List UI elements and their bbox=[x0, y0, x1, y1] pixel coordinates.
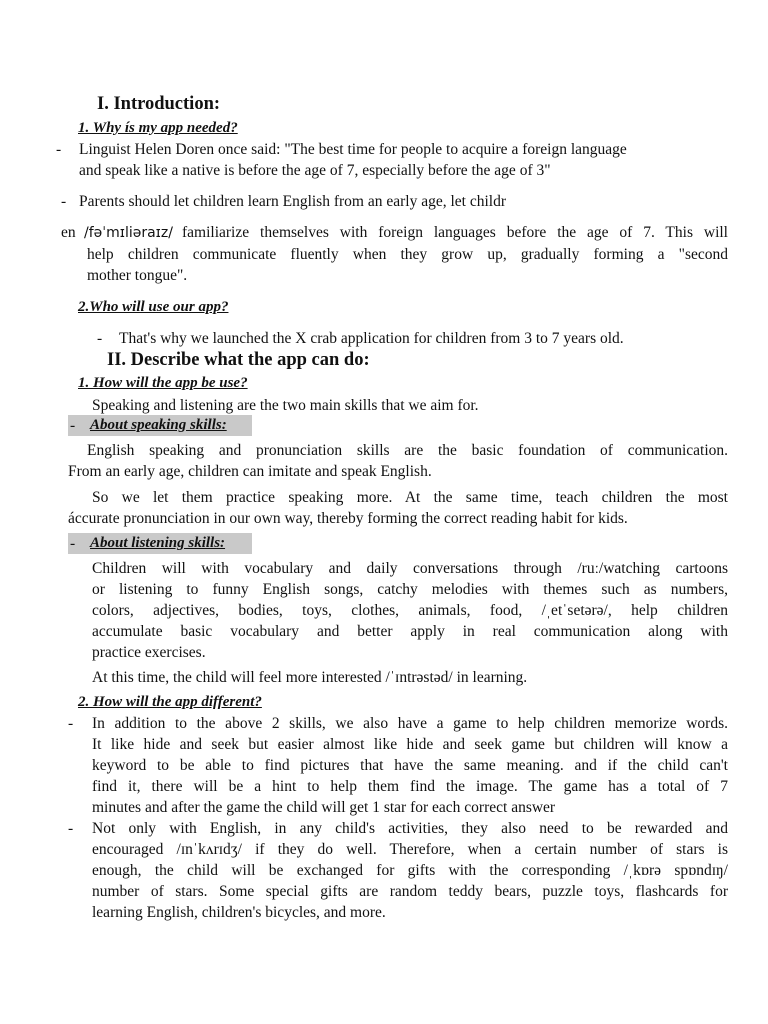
quote-line-2: and speak like a native is before the age of 7, especially before the age of 3" bbox=[79, 162, 551, 179]
listening-line-4: accumulate basic vocabulary and better apply in real communication along with bbox=[92, 623, 728, 640]
speaking-paragraph-2-line-1: So we let them practice speaking more. At the same time, teach children the most bbox=[92, 489, 728, 506]
listening-skills-heading: About listening skills: bbox=[90, 535, 226, 551]
bullet-marker: - bbox=[68, 715, 74, 732]
listening-heading-highlight bbox=[68, 533, 252, 554]
bullet-marker: - bbox=[68, 820, 74, 837]
question-heading-why-needed: 1. Why ís my app needed? bbox=[78, 120, 238, 136]
paragraph-line-2: help children communicate fluently when they grow up, gradually forming a "second bbox=[87, 246, 728, 263]
game-line-1: In addition to the above 2 skills, we also have a game to help children memorize words. bbox=[92, 715, 728, 732]
listening-line-5: practice exercises. bbox=[92, 644, 206, 661]
skills-intro: Speaking and listening are the two main skills that we aim for. bbox=[92, 397, 479, 414]
interest-sentence: At this time, the child will feel more interested /ˈɪntrəstəd/ in learning. bbox=[92, 669, 528, 686]
bullet-marker: - bbox=[56, 141, 62, 158]
question-heading-who-uses: 2.Who will use our app? bbox=[78, 299, 229, 315]
game-line-4: find it, there will be a hint to help them find the image. The game has a total of 7 bbox=[92, 778, 728, 795]
speaking-heading-highlight bbox=[68, 415, 252, 436]
paragraph-line-3: mother tongue". bbox=[87, 267, 188, 284]
paragraph-line-1: familiarize themselves with foreign languages before the age of 7. This will bbox=[182, 224, 728, 241]
game-line-5: minutes and after the game the child will get 1 star for each correct answer bbox=[92, 799, 556, 816]
speaking-paragraph-1-line-2: From an early age, children can imitate and speak English. bbox=[68, 463, 432, 480]
speaking-paragraph-2-line-2: áccurate pronunciation in our own way, thereby forming the correct reading habit for kids. bbox=[68, 510, 628, 527]
bullet-marker: - bbox=[70, 535, 76, 552]
listening-line-2: or listening to funny English songs, catchy melodies with themes such as numbers, bbox=[92, 581, 728, 598]
game-line-3: keyword to be able to find pictures that have the same meaning. and if the child can't bbox=[92, 757, 728, 774]
ipa-familiarize: /fəˈmɪliəraɪz/ bbox=[84, 225, 173, 241]
section-heading-introduction: I. Introduction: bbox=[97, 94, 221, 114]
reward-line-2: encouraged /ɪnˈkʌrɪdʒ/ if they do well. Therefore, when a certain number of stars is bbox=[92, 841, 728, 858]
bullet-marker: - bbox=[97, 330, 103, 347]
speaking-skills-heading: About speaking skills: bbox=[90, 417, 227, 433]
section-heading-describe: II. Describe what the app can do: bbox=[107, 350, 370, 370]
bullet-marker: - bbox=[70, 417, 76, 434]
reward-line-3: enough, the child will be exchanged for gifts with the corresponding /ˌkɒrə spɒndɪŋ/ bbox=[92, 862, 728, 879]
speaking-paragraph-1-line-1: English speaking and pronunciation skills are the basic foundation of communication. bbox=[87, 442, 728, 459]
bullet-marker: - bbox=[61, 193, 67, 210]
listening-line-3: colors, adjectives, bodies, toys, clothes, animals, food, /ˌetˈsetərə/, help children bbox=[92, 602, 728, 619]
listening-line-1: Children will with vocabulary and daily conversations through /ruː/watching cartoons bbox=[92, 560, 728, 577]
question-heading-how-different: 2. How will the app different? bbox=[78, 694, 262, 710]
game-line-2: It like hide and seek but easier almost like hide and seek game but children will know a bbox=[92, 736, 728, 753]
reward-line-5: learning English, children's bicycles, and more. bbox=[92, 904, 386, 921]
parents-bullet-text: Parents should let children learn English from an early age, let childr bbox=[79, 193, 506, 210]
reward-line-4: number of stars. Some special gifts are random teddy bears, puzzle toys, flashcards for bbox=[92, 883, 728, 900]
launch-bullet-text: That's why we launched the X crab application for children from 3 to 7 years old. bbox=[119, 330, 624, 347]
quote-line-1: Linguist Helen Doren once said: "The best time for people to acquire a foreign language bbox=[79, 141, 627, 158]
reward-line-1: Not only with English, in any child's activities, they also need to be rewarded and bbox=[92, 820, 728, 837]
paragraph-prefix: en bbox=[61, 224, 76, 241]
question-heading-how-use: 1. How will the app be use? bbox=[78, 375, 248, 391]
